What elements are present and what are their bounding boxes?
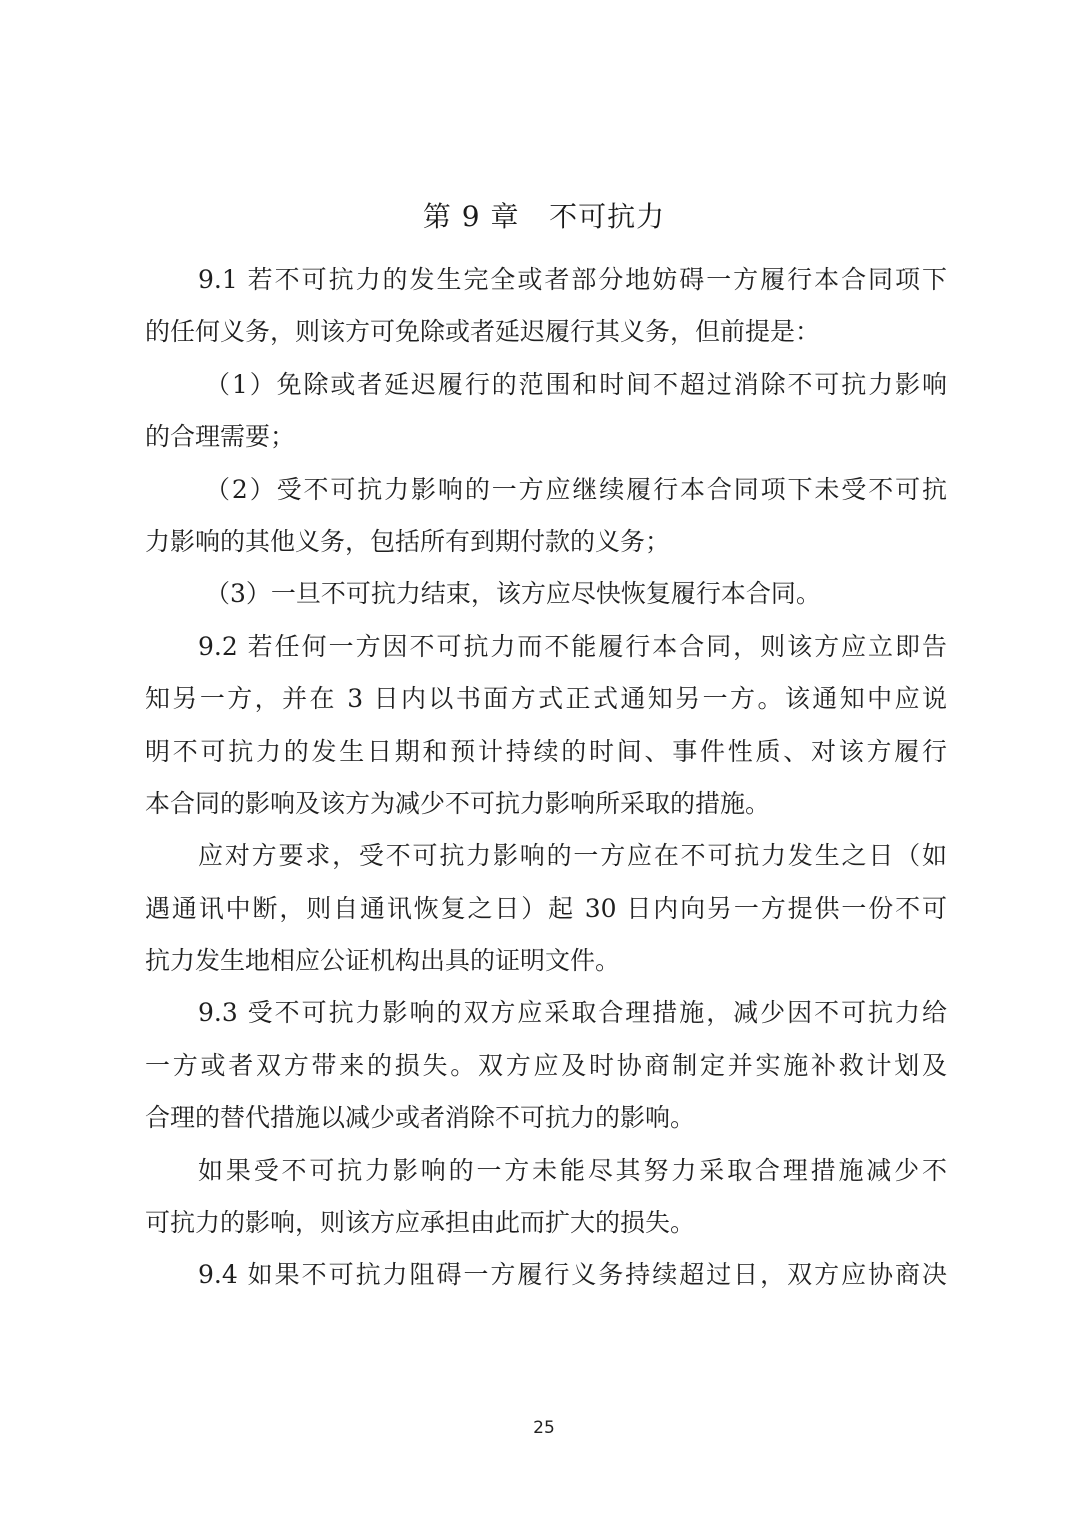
text-line: 本合同的影响及该方为减少不可抗力影响所采取的措施。 [145,788,771,818]
text-line: 的任何义务，则该方可免除或者延迟履行其义务，但前提是： [145,317,821,347]
chapter-title: 第 9 章 不可抗力 [422,200,666,233]
body-text [145,259,947,1307]
text-line: 抗力发生地相应公证机构出具的证明文件。 [145,946,621,976]
text-line: 一方或者双方带来的损失。双方应及时协商制定并实施补救计划及 [145,1050,947,1080]
text-line: 应对方要求，受不可抗力影响的一方应在不可抗力发生之日（如 [198,841,947,871]
text-line: （1）免除或者延迟履行的范围和时间不超过消除不可抗力影响 [205,369,947,399]
text-line: 9.3 受不可抗力影响的双方应采取合理措施，减少因不可抗力给 [198,998,947,1028]
text-line: （3）一旦不可抗力结束，该方应尽快恢复履行本合同。 [205,579,821,609]
text-line: 明不可抗力的发生日期和预计持续的时间、事件性质、对该方履行 [145,736,947,766]
text-line: 9.2 若任何一方因不可抗力而不能履行本合同，则该方应立即告 [198,631,947,661]
text-line: （2）受不可抗力影响的一方应继续履行本合同项下未受不可抗 [205,474,947,504]
text-line: 可抗力的影响，则该方应承担由此而扩大的损失。 [145,1208,696,1238]
text-line: 知另一方，并在 3 日内以书面方式正式通知另一方。该通知中应说 [145,684,947,714]
page-number: 25 [533,1418,555,1438]
text-line: 的合理需要； [145,422,296,452]
text-line: 9.4 如果不可抗力阻碍一方履行义务持续超过日，双方应协商决 [198,1260,947,1290]
text-line: 遇通讯中断，则自通讯恢复之日）起 30 日内向另一方提供一份不可 [145,893,947,923]
text-line: 合理的替代措施以减少或者消除不可抗力的影响。 [145,1103,696,1133]
text-line: 9.1 若不可抗力的发生完全或者部分地妨碍一方履行本合同项下 [198,265,947,294]
text-line: 如果受不可抗力影响的一方未能尽其努力采取合理措施减少不 [198,1155,947,1185]
text-line: 力影响的其他义务，包括所有到期付款的义务； [145,526,671,556]
